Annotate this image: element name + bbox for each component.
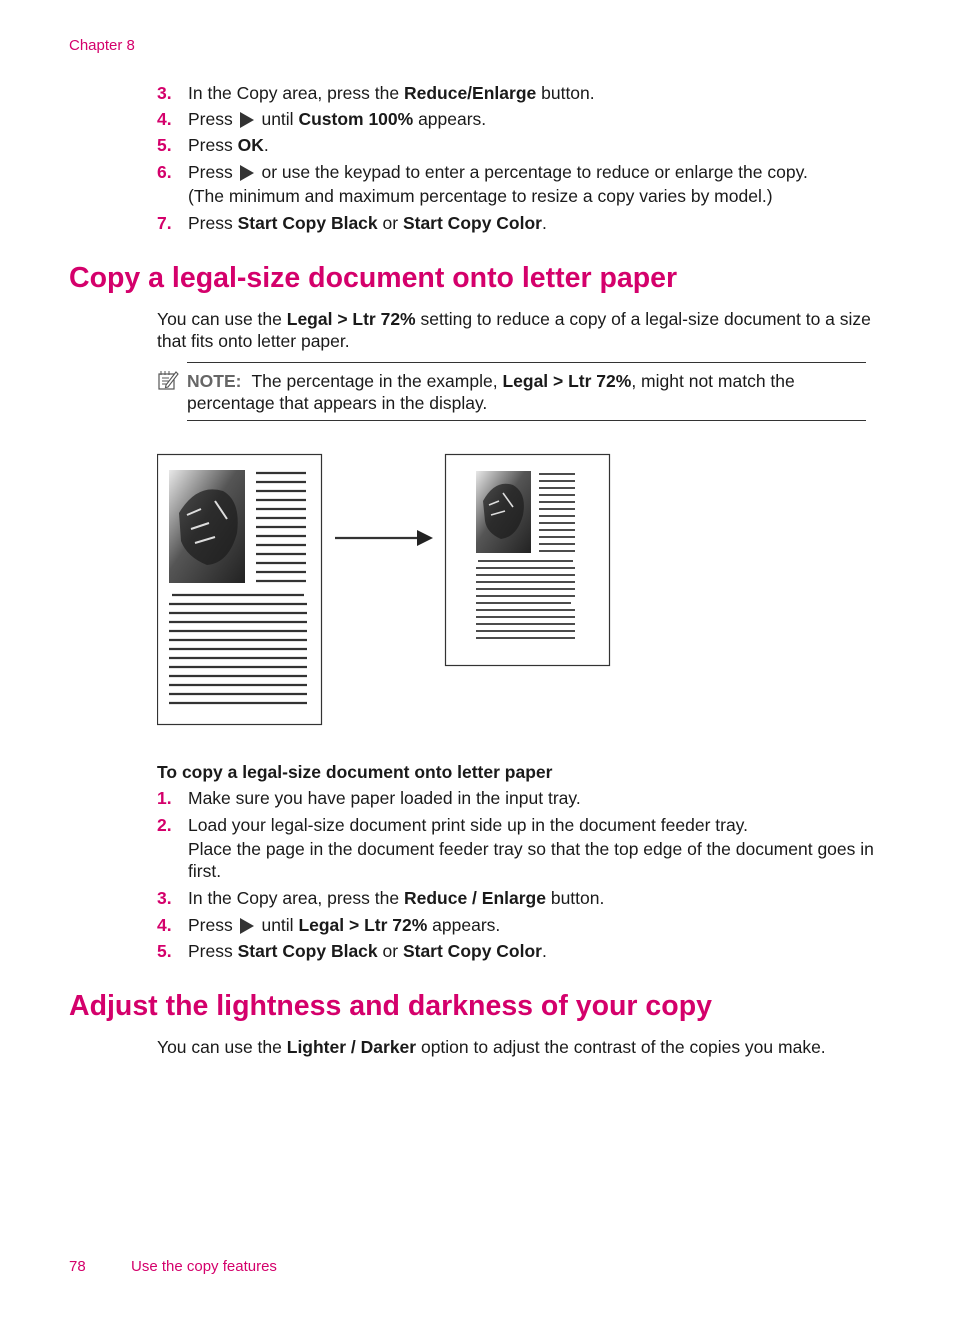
list-item: 4. Press until Legal > Ltr 72% appears. (157, 915, 501, 935)
step-number: 7. (157, 213, 172, 233)
procedure-heading: To copy a legal-size document onto letter paper (157, 762, 553, 782)
letter-page (446, 455, 610, 666)
step-number: 3. (157, 888, 172, 908)
section-heading: Copy a legal-size document onto letter paper (69, 262, 678, 294)
list-item: 2. Load your legal-size document print side up in the document feeder tray. Place the page in the document feeder tray so that the top edge of the document goes in first. (157, 815, 874, 881)
right-arrow-icon (240, 165, 254, 181)
list-item: 3. In the Copy area, press the Reduce / Enlarge button. (157, 888, 605, 908)
right-arrow-icon (240, 918, 254, 934)
list-item: 6. Press or use the keypad to enter a percentage to reduce or enlarge the copy. (The minimum and maximum percentage to resize a copy varies by model.) (157, 162, 808, 206)
section-intro: You can use the Legal > Ltr 72% setting to reduce a copy of a legal-size document to a size that fits onto letter paper. (157, 309, 871, 351)
right-arrow-icon (240, 112, 254, 128)
section-heading: Adjust the lightness and darkness of your copy (69, 990, 712, 1022)
list-item: 4. Press until Custom 100% appears. (157, 109, 487, 129)
chapter-label: Chapter 8 (69, 37, 135, 54)
list-item: 7. Press Start Copy Black or Start Copy Color. (157, 213, 547, 233)
step-number: 4. (157, 915, 172, 935)
step-number: 2. (157, 815, 172, 835)
step-number: 5. (157, 941, 172, 961)
list-item: 5. Press OK. (157, 135, 269, 155)
divider (187, 420, 866, 421)
footer-title: Use the copy features (131, 1258, 277, 1275)
step-number: 1. (157, 788, 172, 808)
list-item: 3. In the Copy area, press the Reduce/Enlarge button. (157, 83, 595, 103)
page-number: 78 (69, 1258, 86, 1275)
list-item: 1. Make sure you have paper loaded in the input tray. (157, 788, 581, 808)
legal-to-letter-diagram (157, 453, 617, 728)
step-number: 6. (157, 162, 172, 182)
section-intro: You can use the Lighter / Darker option to adjust the contrast of the copies you make. (157, 1037, 826, 1057)
note-box: NOTE: The percentage in the example, Legal > Ltr 72%, might not match the percentage that appears in the display. (157, 362, 866, 420)
note-icon (157, 369, 179, 391)
legal-page (158, 455, 322, 725)
step-number: 5. (157, 135, 172, 155)
step-number: 3. (157, 83, 172, 103)
note-label: NOTE: (187, 371, 242, 391)
divider (187, 362, 866, 363)
list-item: 5. Press Start Copy Black or Start Copy Color. (157, 941, 547, 961)
arrow-icon (335, 530, 433, 546)
step-number: 4. (157, 109, 172, 129)
